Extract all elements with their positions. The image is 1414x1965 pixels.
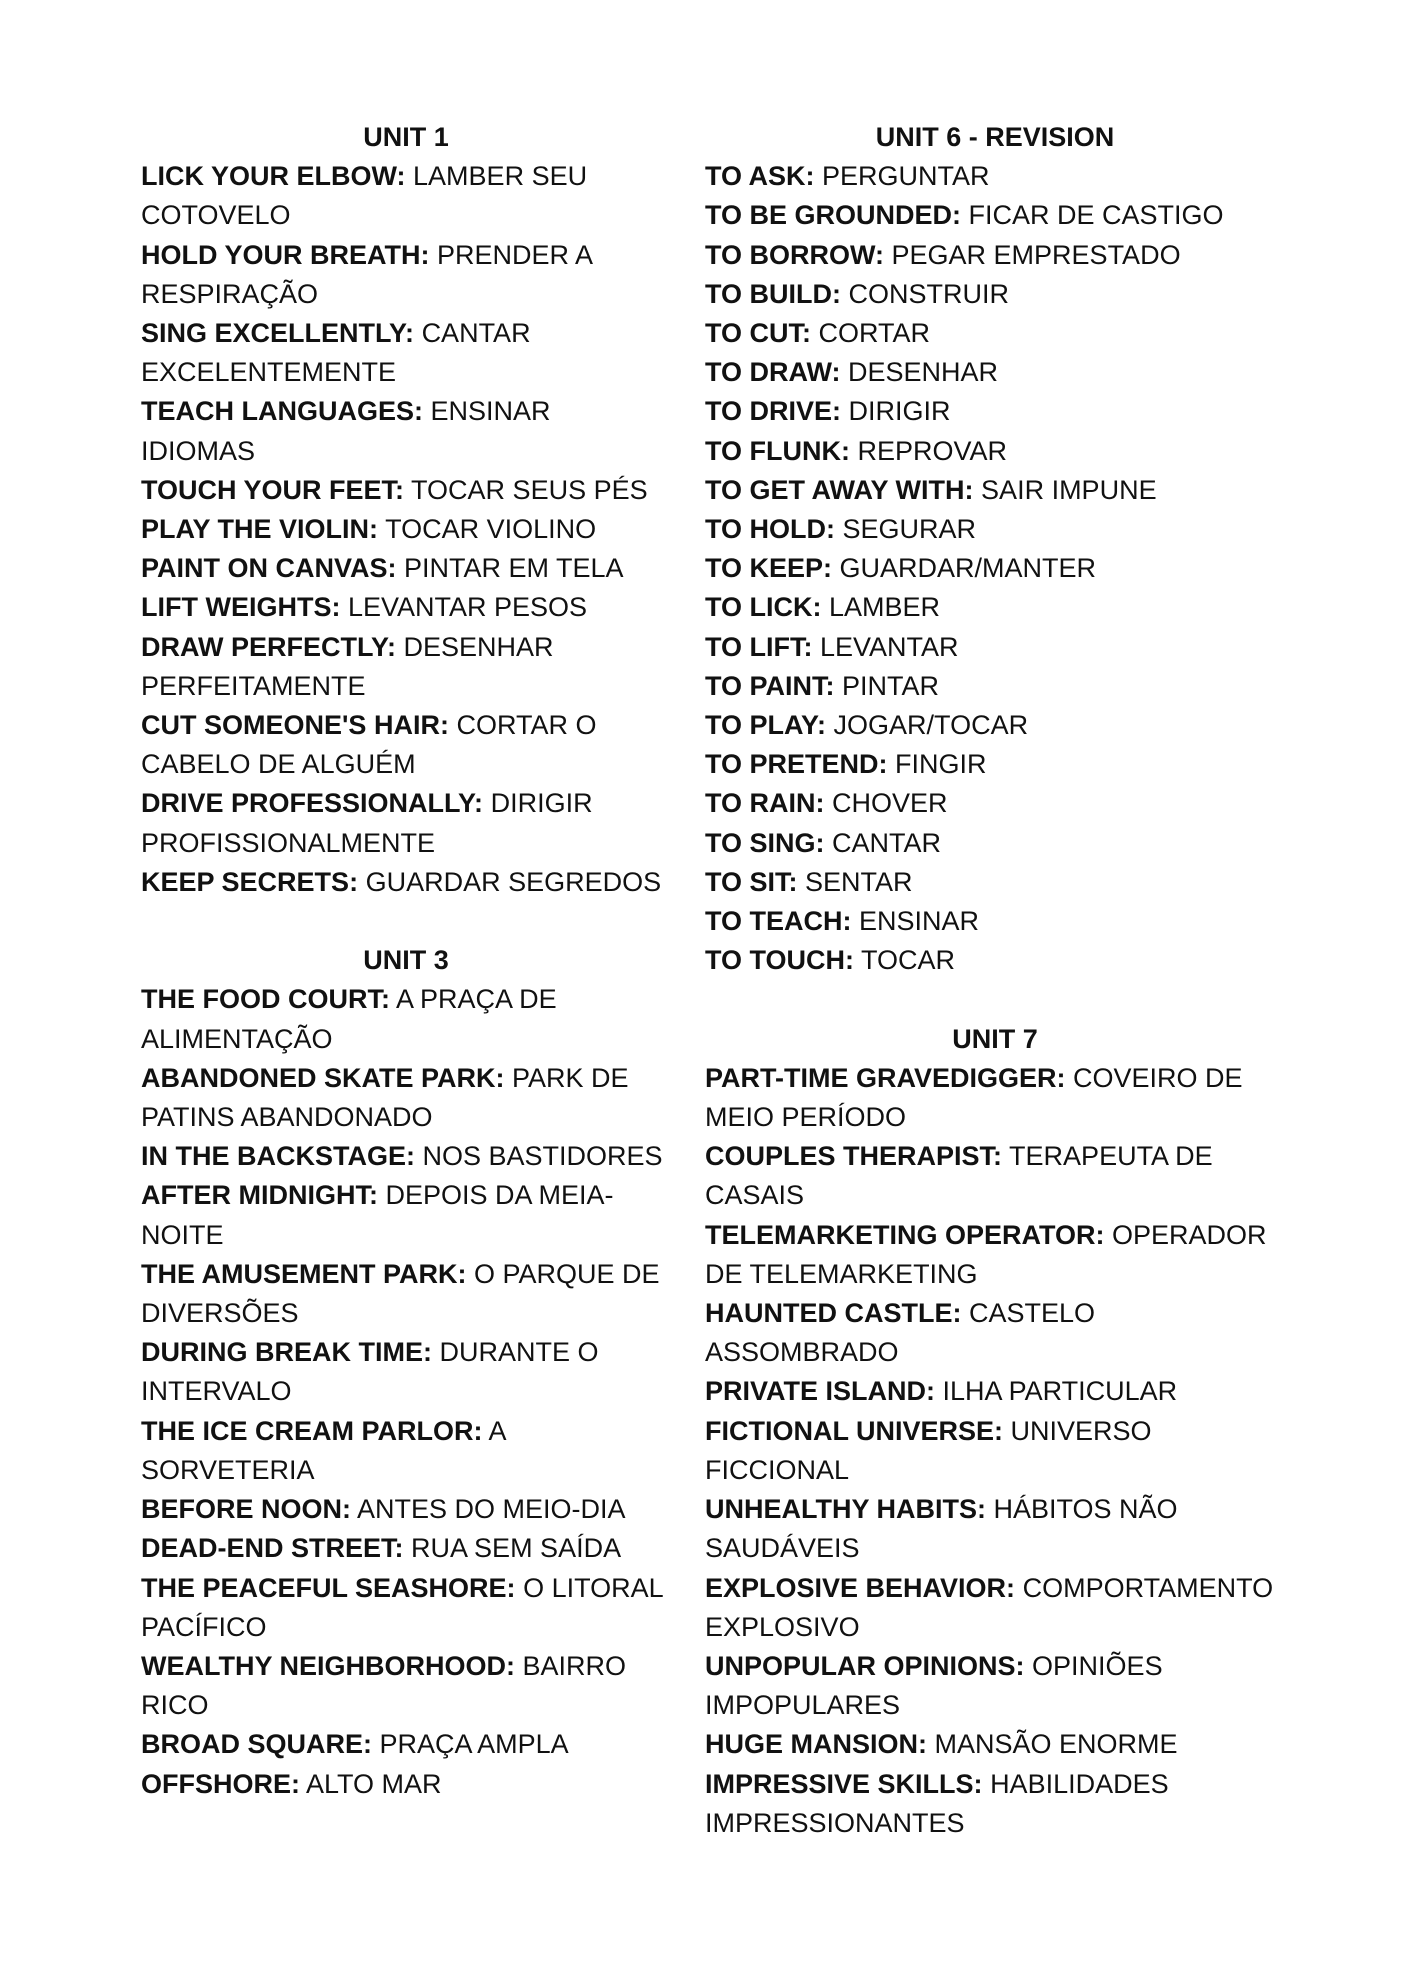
vocab-entry bbox=[141, 1137, 671, 1176]
vocab-entry bbox=[705, 902, 1285, 941]
vocab-translation: O PARQUE DE DIVERSÕES bbox=[141, 1258, 660, 1329]
vocab-entry bbox=[141, 549, 671, 588]
vocab-entry bbox=[705, 1490, 1285, 1568]
vocab-entry bbox=[141, 1569, 671, 1647]
unit-section bbox=[705, 118, 1285, 980]
vocab-term: EXPLOSIVE BEHAVIOR: bbox=[705, 1572, 1016, 1603]
left-column bbox=[141, 118, 671, 1804]
vocab-term: TO BORROW: bbox=[705, 239, 884, 270]
vocab-term: IN THE BACKSTAGE: bbox=[141, 1141, 415, 1172]
vocab-term: TO FLUNK: bbox=[705, 435, 850, 466]
vocab-term: TO PLAY: bbox=[705, 710, 827, 741]
vocab-translation: GUARDAR/MANTER bbox=[839, 553, 1097, 584]
vocab-term: TO LICK: bbox=[705, 592, 822, 623]
vocab-translation: ILHA PARTICULAR bbox=[942, 1376, 1178, 1407]
vocab-entry bbox=[141, 1255, 671, 1333]
vocab-entry bbox=[705, 1765, 1285, 1843]
vocab-translation: NOS BASTIDORES bbox=[422, 1141, 663, 1172]
right-column bbox=[705, 118, 1285, 1843]
vocab-term: COUPLES THERAPIST: bbox=[705, 1141, 1003, 1172]
vocab-translation: OPERADOR DE TELEMARKETING bbox=[705, 1219, 1267, 1289]
vocab-translation: CANTAR EXCELENTEMENTE bbox=[141, 318, 531, 388]
vocab-entry bbox=[705, 1569, 1285, 1647]
vocab-entry bbox=[705, 1294, 1285, 1372]
vocab-translation: PINTAR bbox=[842, 670, 940, 701]
vocab-term: TELEMARKETING OPERATOR: bbox=[705, 1219, 1105, 1250]
unit-section bbox=[705, 1020, 1285, 1843]
vocab-term: HUGE MANSION: bbox=[705, 1729, 927, 1760]
vocab-term: THE ICE CREAM PARLOR: bbox=[141, 1415, 483, 1446]
vocab-translation: SEGURAR bbox=[842, 514, 977, 545]
vocab-translation: LEVANTAR PESOS bbox=[347, 592, 588, 623]
vocab-translation: GUARDAR SEGREDOS bbox=[365, 866, 662, 897]
vocab-entry bbox=[141, 314, 671, 392]
vocab-term: TO SING: bbox=[705, 827, 825, 858]
vocab-entry bbox=[705, 1216, 1285, 1294]
vocab-term: HAUNTED CASTLE: bbox=[705, 1298, 962, 1329]
vocab-term: SING EXCELLENTLY: bbox=[141, 318, 415, 349]
vocab-entry bbox=[141, 392, 671, 470]
vocab-entry bbox=[705, 745, 1285, 784]
vocab-translation: LEVANTAR bbox=[820, 631, 959, 662]
vocab-entry bbox=[141, 980, 671, 1058]
vocab-translation: ENSINAR bbox=[859, 906, 980, 937]
vocab-translation: FINGIR bbox=[895, 749, 987, 780]
vocab-term: TO PAINT: bbox=[705, 670, 835, 701]
vocab-translation: TOCAR SEUS PÉS bbox=[411, 474, 648, 505]
vocab-translation: BAIRRO RICO bbox=[141, 1650, 627, 1721]
vocab-term: BROAD SQUARE: bbox=[141, 1729, 373, 1760]
vocab-term: PART-TIME GRAVEDIGGER: bbox=[705, 1062, 1066, 1093]
vocab-entry bbox=[141, 1176, 671, 1254]
vocab-entry bbox=[141, 1490, 671, 1529]
vocab-translation: ENSINAR IDIOMAS bbox=[141, 396, 551, 466]
vocab-entry bbox=[705, 510, 1285, 549]
vocab-entry bbox=[705, 667, 1285, 706]
vocab-translation: REPROVAR bbox=[857, 435, 1008, 466]
vocab-translation: MANSÃO ENORME bbox=[934, 1729, 1178, 1760]
vocab-entry bbox=[705, 314, 1285, 353]
vocab-translation: SENTAR bbox=[805, 866, 913, 897]
vocab-term: IMPRESSIVE SKILLS: bbox=[705, 1768, 983, 1799]
vocab-term: KEEP SECRETS: bbox=[141, 866, 359, 897]
vocab-entry bbox=[705, 1725, 1285, 1764]
vocab-term: TO BE GROUNDED: bbox=[705, 200, 962, 231]
vocab-entry bbox=[141, 510, 671, 549]
unit-section bbox=[141, 941, 671, 1803]
vocab-translation: ANTES DO MEIO-DIA bbox=[357, 1494, 626, 1525]
vocab-translation: A SORVETERIA bbox=[141, 1415, 506, 1485]
vocab-translation: O LITORAL PACÍFICO bbox=[141, 1572, 663, 1642]
vocab-entry bbox=[141, 1059, 671, 1137]
vocab-entry bbox=[141, 1333, 671, 1411]
vocab-translation: TERAPEUTA DE CASAIS bbox=[705, 1141, 1213, 1211]
vocab-term: TO SIT: bbox=[705, 866, 798, 897]
vocab-term: UNHEALTHY HABITS: bbox=[705, 1494, 986, 1525]
vocab-translation: DESENHAR bbox=[848, 357, 999, 388]
vocab-translation: SAIR IMPUNE bbox=[981, 474, 1157, 505]
vocab-entry bbox=[705, 471, 1285, 510]
vocab-term: WEALTHY NEIGHBORHOOD: bbox=[141, 1650, 515, 1681]
vocab-entry bbox=[705, 236, 1285, 275]
vocab-entry bbox=[705, 1412, 1285, 1490]
vocab-translation: HÁBITOS NÃO SAUDÁVEIS bbox=[705, 1494, 1178, 1564]
vocab-term: THE AMUSEMENT PARK: bbox=[141, 1258, 467, 1289]
vocab-translation: ALTO MAR bbox=[306, 1768, 442, 1799]
vocab-translation: CASTELO ASSOMBRADO bbox=[705, 1298, 1096, 1368]
vocab-entry bbox=[141, 784, 671, 862]
vocab-term: TO GET AWAY WITH: bbox=[705, 474, 974, 505]
vocab-translation: PEGAR EMPRESTADO bbox=[891, 239, 1181, 270]
vocab-entry bbox=[705, 863, 1285, 902]
vocab-entry bbox=[141, 1529, 671, 1568]
vocab-translation: LAMBER SEU COTOVELO bbox=[141, 161, 588, 231]
vocab-translation: FICAR DE CASTIGO bbox=[968, 200, 1224, 231]
vocab-translation: DIRIGIR PROFISSIONALMENTE bbox=[141, 788, 593, 858]
vocab-term: LICK YOUR ELBOW: bbox=[141, 161, 406, 192]
vocab-term: TO CUT: bbox=[705, 318, 811, 349]
vocab-entry bbox=[141, 1765, 671, 1804]
vocab-translation: PRENDER A RESPIRAÇÃO bbox=[141, 239, 592, 309]
vocab-term: TO BUILD: bbox=[705, 278, 841, 309]
vocab-term: DEAD-END STREET: bbox=[141, 1533, 404, 1564]
vocab-term: TO PRETEND: bbox=[705, 749, 888, 780]
vocab-translation: DIRIGIR bbox=[848, 396, 951, 427]
vocab-translation: TOCAR VIOLINO bbox=[385, 514, 597, 545]
vocab-entry bbox=[705, 392, 1285, 431]
vocab-translation: CHOVER bbox=[832, 788, 948, 819]
vocab-entry bbox=[141, 863, 671, 902]
vocab-term: DRAW PERFECTLY: bbox=[141, 631, 397, 662]
vocab-translation: COVEIRO DE MEIO PERÍODO bbox=[705, 1062, 1243, 1133]
vocab-entry bbox=[705, 628, 1285, 667]
vocab-translation: RUA SEM SAÍDA bbox=[411, 1533, 622, 1564]
vocab-entry bbox=[141, 628, 671, 706]
unit-heading: UNIT 1 bbox=[363, 122, 449, 152]
vocab-term: THE FOOD COURT: bbox=[141, 984, 390, 1015]
vocab-term: AFTER MIDNIGHT: bbox=[141, 1180, 378, 1211]
vocab-term: TO ASK: bbox=[705, 161, 815, 192]
vocab-term: DRIVE PROFESSIONALLY: bbox=[141, 788, 484, 819]
unit-heading: UNIT 6 - REVISION bbox=[875, 122, 1115, 152]
vocab-term: HOLD YOUR BREATH: bbox=[141, 239, 430, 270]
vocab-term: TO RAIN: bbox=[705, 788, 825, 819]
vocab-entry bbox=[705, 784, 1285, 823]
unit-heading: UNIT 7 bbox=[952, 1023, 1038, 1054]
vocab-entry bbox=[705, 588, 1285, 627]
vocab-translation: CANTAR bbox=[832, 827, 942, 858]
vocab-translation: PINTAR EM TELA bbox=[404, 553, 624, 584]
vocab-term: THE PEACEFUL SEASHORE: bbox=[141, 1572, 516, 1603]
vocab-entry bbox=[705, 941, 1285, 980]
vocab-term: TO LIFT: bbox=[705, 631, 813, 662]
unit-heading: UNIT 3 bbox=[363, 945, 449, 976]
vocab-translation: CORTAR bbox=[818, 318, 931, 349]
vocab-term: TO DRAW: bbox=[705, 357, 841, 388]
vocab-term: TO HOLD: bbox=[705, 514, 835, 545]
vocab-entry bbox=[705, 1647, 1285, 1725]
vocab-translation: CONSTRUIR bbox=[848, 278, 1010, 309]
vocab-entry bbox=[141, 471, 671, 510]
vocab-term: TEACH LANGUAGES: bbox=[141, 396, 423, 427]
vocab-term: TO DRIVE: bbox=[705, 396, 842, 427]
vocab-term: OFFSHORE: bbox=[141, 1768, 300, 1799]
vocab-entry bbox=[141, 157, 671, 235]
vocab-term: PRIVATE ISLAND: bbox=[705, 1376, 936, 1407]
vocab-translation: DURANTE O INTERVALO bbox=[141, 1337, 599, 1407]
vocab-translation: PRAÇA AMPLA bbox=[379, 1729, 569, 1760]
vocab-translation: OPINIÕES IMPOPULARES bbox=[705, 1650, 1163, 1721]
vocab-entry bbox=[705, 353, 1285, 392]
vocab-entry bbox=[705, 157, 1285, 196]
vocab-term: CUT SOMEONE'S HAIR: bbox=[141, 710, 449, 741]
vocab-entry bbox=[705, 196, 1285, 235]
vocab-term: TOUCH YOUR FEET: bbox=[141, 474, 405, 505]
vocab-translation: DESENHAR PERFEITAMENTE bbox=[141, 631, 554, 701]
vocab-term: LIFT WEIGHTS: bbox=[141, 592, 341, 623]
vocab-term: UNPOPULAR OPINIONS: bbox=[705, 1650, 1025, 1681]
vocab-translation: HABILIDADES IMPRESSIONANTES bbox=[705, 1768, 1169, 1838]
vocab-entry bbox=[141, 236, 671, 314]
vocab-entry bbox=[705, 432, 1285, 471]
vocab-translation: PARK DE PATINS ABANDONADO bbox=[141, 1062, 629, 1133]
vocab-term: DURING BREAK TIME: bbox=[141, 1337, 432, 1368]
vocab-term: PAINT ON CANVAS: bbox=[141, 553, 397, 584]
vocab-translation: UNIVERSO FICCIONAL bbox=[705, 1415, 1152, 1485]
vocab-entry bbox=[705, 1137, 1285, 1215]
vocab-entry bbox=[141, 706, 671, 784]
vocab-entry bbox=[705, 824, 1285, 863]
vocab-entry bbox=[705, 706, 1285, 745]
vocab-entry bbox=[141, 588, 671, 627]
vocab-term: TO TOUCH: bbox=[705, 945, 855, 976]
vocab-entry bbox=[705, 549, 1285, 588]
vocab-translation: A PRAÇA DE ALIMENTAÇÃO bbox=[141, 984, 557, 1054]
vocab-entry bbox=[141, 1647, 671, 1725]
vocab-entry bbox=[705, 275, 1285, 314]
vocab-term: TO KEEP: bbox=[705, 553, 833, 584]
vocab-entry bbox=[141, 1725, 671, 1764]
vocab-translation: COMPORTAMENTO EXPLOSIVO bbox=[705, 1572, 1274, 1642]
vocab-term: BEFORE NOON: bbox=[141, 1494, 352, 1525]
vocab-term: PLAY THE VIOLIN: bbox=[141, 514, 379, 545]
vocab-translation: CORTAR O CABELO DE ALGUÉM bbox=[141, 710, 597, 780]
vocab-entry bbox=[141, 1412, 671, 1490]
vocab-entry bbox=[705, 1059, 1285, 1137]
vocab-translation: LAMBER bbox=[829, 592, 941, 623]
vocab-translation: TOCAR bbox=[861, 945, 956, 976]
vocab-translation: DEPOIS DA MEIA-NOITE bbox=[141, 1180, 614, 1250]
vocab-translation: PERGUNTAR bbox=[822, 161, 990, 192]
vocab-translation: JOGAR/TOCAR bbox=[833, 710, 1029, 741]
vocab-entry bbox=[705, 1372, 1285, 1411]
vocab-term: TO TEACH: bbox=[705, 906, 852, 937]
vocab-term: ABANDONED SKATE PARK: bbox=[141, 1062, 505, 1093]
unit-section bbox=[141, 118, 671, 902]
vocab-term: FICTIONAL UNIVERSE: bbox=[705, 1415, 1004, 1446]
